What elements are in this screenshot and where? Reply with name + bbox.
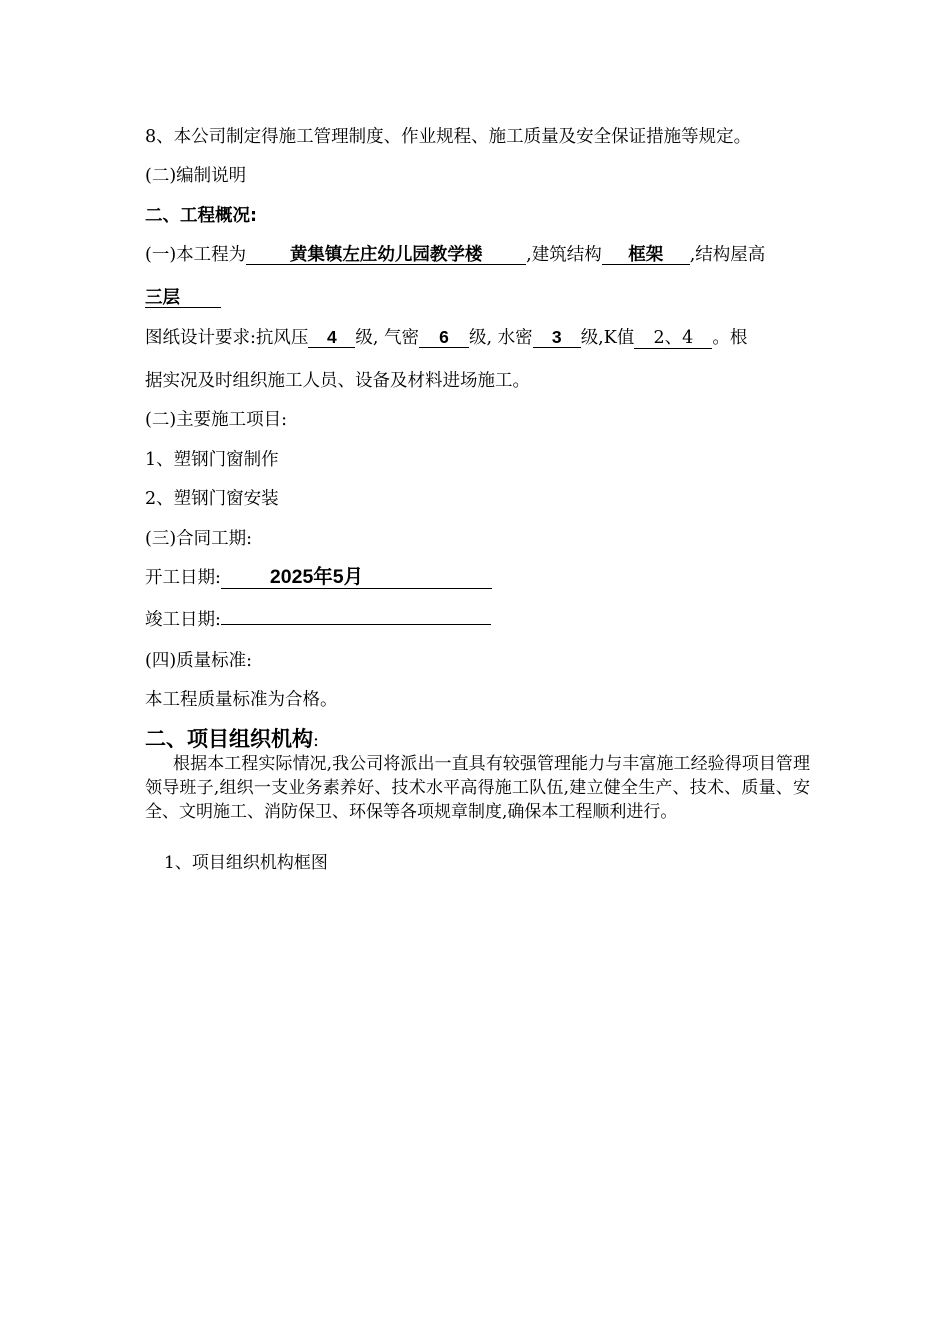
air-prefix: 级, 气密 (355, 328, 420, 348)
end-date-line (145, 608, 491, 632)
structure-prefix: ,建筑结构 (526, 245, 602, 265)
height-field: 三层 (145, 287, 221, 308)
item-8-line: 8、本公司制定得施工管理制度、作业规程、施工质量及安全保证措施等规定。 (145, 127, 752, 147)
requirements-continuation: 据实况及时组织施工人员、设备及材料进场施工。 (145, 371, 530, 391)
requirements-line (145, 326, 747, 350)
compile-note-line: (二)编制说明 (145, 166, 247, 186)
main-item-1: 1、塑钢门窗制作 (145, 450, 279, 470)
end-date-field (221, 624, 491, 625)
water-tightness-field: 3 (533, 327, 581, 348)
water-prefix: 级, 水密 (469, 328, 533, 348)
project-prefix: (一)本工程为 (145, 245, 247, 265)
project-line (145, 243, 765, 267)
org-chart-label: 1、项目组织机构框图 (164, 853, 328, 873)
start-date-line (145, 566, 492, 590)
air-tightness-field: 6 (419, 327, 469, 348)
main-items-heading: (二)主要施工项目: (145, 410, 288, 430)
project-name-field: 黄集镇左庄幼儿园教学楼 (246, 244, 526, 265)
org-heading-colon: : (313, 731, 319, 751)
quality-standard-heading: (四)质量标准: (145, 651, 253, 671)
quality-standard-text: 本工程质量标准为合格。 (145, 690, 338, 710)
main-item-2: 2、塑钢门窗安装 (145, 489, 279, 509)
height-prefix: ,结构屋高 (689, 245, 766, 265)
start-date-value: 2025年5月 (269, 566, 364, 588)
wind-pressure-field: 4 (308, 327, 355, 348)
k-prefix: 级,K值 (580, 328, 635, 348)
org-heading-line (145, 726, 319, 754)
end-date-label: 竣工日期: (145, 610, 221, 630)
start-date-label: 开工日期: (145, 568, 221, 588)
org-heading: 二、项目组织机构 (145, 727, 313, 751)
k-value-field: 2、4 (634, 328, 712, 349)
requirements-prefix: 图纸设计要求:抗风压 (145, 328, 309, 348)
overview-heading: 二、工程概况: (145, 206, 257, 226)
org-paragraph: 根据本工程实际情况,我公司将派出一直具有较强管理能力与丰富施工经验得项目管理领导班子,组织一支业务素养好、技术水平高得施工队伍,建立健全生产、技术、质量、安全、文明施工、消防保卫、环保等各项规章制度,确保本工程顺利进行。 (145, 754, 810, 822)
height-line (145, 286, 221, 310)
start-date-field (221, 567, 492, 589)
structure-field: 框架 (602, 244, 690, 265)
k-suffix: 。根 (712, 328, 748, 348)
contract-period-heading: (三)合同工期: (145, 529, 253, 549)
